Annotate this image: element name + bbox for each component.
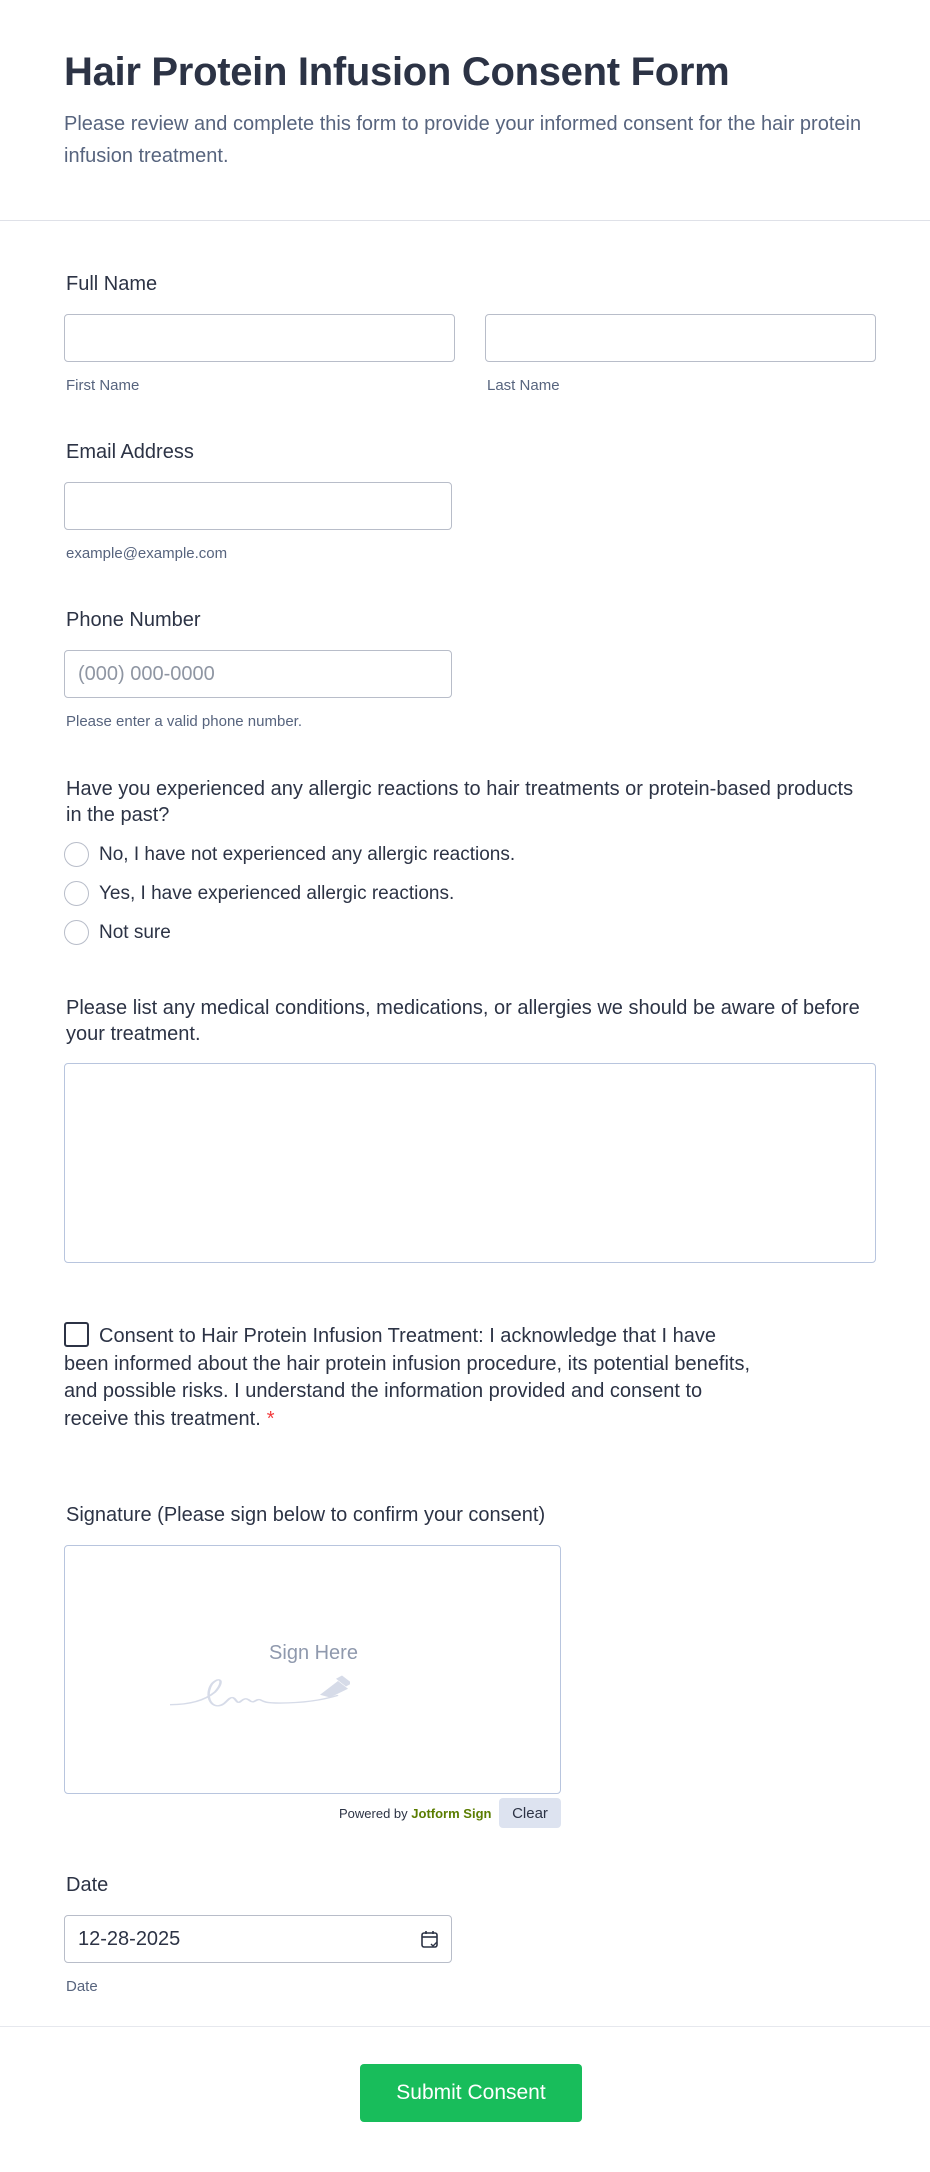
calendar-icon[interactable]: [420, 1929, 440, 1949]
page-subtitle: Please review and complete this form to provide your informed consent for the hair protein infusion treatment.: [64, 113, 862, 167]
allergy-option-yes[interactable]: [64, 881, 454, 906]
option-label: Not sure: [99, 921, 171, 943]
signature-pad[interactable]: [64, 1545, 561, 1794]
sign-here-placeholder: Sign Here: [269, 1642, 358, 1664]
allergy-option-no[interactable]: [64, 842, 515, 867]
phone-input[interactable]: [64, 650, 452, 698]
medical-textarea[interactable]: [64, 1063, 876, 1263]
consent-checkbox-field[interactable]: [64, 1322, 764, 1433]
phone-sublabel: Please enter a valid phone number.: [66, 713, 302, 730]
email-input[interactable]: [64, 482, 452, 530]
date-value: 12-28-2025: [78, 1927, 181, 1950]
required-mark: *: [266, 1407, 275, 1430]
medical-question: Please list any medical conditions, medications, or allergies we should be aware of before your treatment.: [66, 997, 860, 1045]
footer-divider: [0, 2026, 930, 2027]
last-name-input[interactable]: [485, 314, 876, 362]
signature-scribble-icon: [170, 1670, 350, 1714]
phone-placeholder: (000) 000-0000: [78, 662, 215, 685]
option-label: Yes, I have experienced allergic reactions.: [99, 882, 455, 904]
radio-button[interactable]: [64, 881, 89, 906]
powered-by: [339, 1806, 491, 1821]
email-label: Email Address: [66, 441, 194, 463]
consent-checkbox[interactable]: [64, 1322, 89, 1347]
submit-button[interactable]: Submit Consent: [360, 2064, 582, 2122]
date-label: Date: [66, 1874, 109, 1896]
consent-text: Consent to Hair Protein Infusion Treatment: I acknowledge that I have been informed about the hair protein infusion procedure, its potential benefits, and possible risks. I understand the information provided and consent to receive this treatment.: [64, 1325, 750, 1430]
full-name-label: Full Name: [66, 273, 158, 295]
date-input[interactable]: [64, 1915, 452, 1963]
powered-by-text: Powered by: [339, 1806, 408, 1821]
page-title: Hair Protein Infusion Consent Form: [64, 50, 730, 94]
first-name-sublabel: First Name: [66, 377, 140, 394]
radio-button[interactable]: [64, 920, 89, 945]
signature-label: Signature (Please sign below to confirm your consent): [66, 1504, 546, 1526]
header-divider: [0, 220, 930, 221]
radio-button[interactable]: [64, 842, 89, 867]
allergy-option-not-sure[interactable]: [64, 920, 171, 945]
allergy-question: Have you experienced any allergic reactions to hair treatments or protein-based products in the past?: [66, 778, 854, 826]
clear-signature-button[interactable]: Clear: [499, 1798, 561, 1828]
jotform-sign-link[interactable]: Jotform Sign: [411, 1806, 492, 1821]
first-name-input[interactable]: [64, 314, 455, 362]
date-sublabel: Date: [66, 1978, 98, 1995]
email-sublabel: example@example.com: [66, 545, 228, 562]
phone-label: Phone Number: [66, 609, 201, 631]
option-label: No, I have not experienced any allergic reactions.: [99, 843, 516, 865]
last-name-sublabel: Last Name: [487, 377, 560, 394]
